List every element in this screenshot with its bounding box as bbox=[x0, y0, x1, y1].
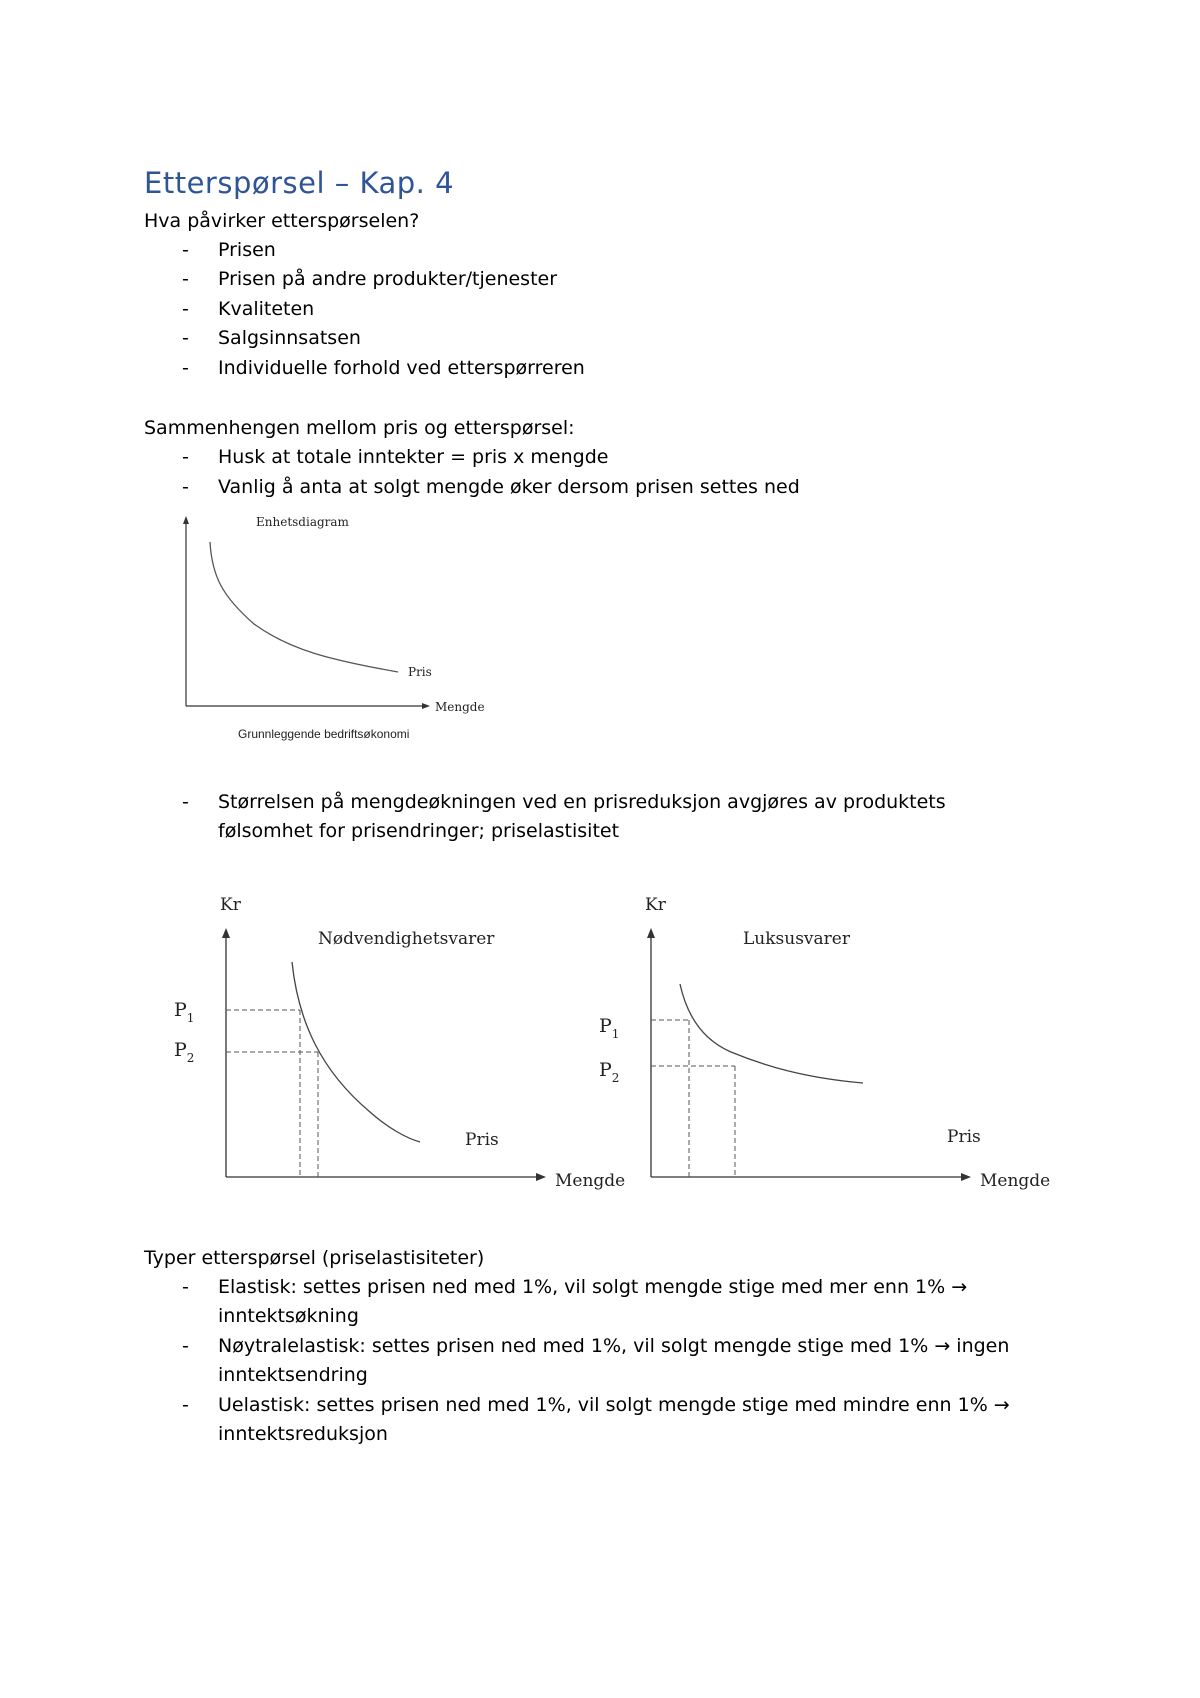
list-item bbox=[218, 1394, 1010, 1416]
demand-curve bbox=[210, 542, 398, 672]
y-axis-label: Kr bbox=[220, 895, 241, 915]
list-item: Vanlig å anta at solgt mengde øker dersom prisen settes ned bbox=[218, 476, 800, 498]
figure-title: Enhetsdiagram bbox=[256, 515, 349, 529]
arrow-icon: → bbox=[993, 1394, 1010, 1416]
x-axis-arrow bbox=[422, 703, 430, 709]
y-axis-arrow bbox=[183, 516, 189, 524]
bullet-dash: - bbox=[182, 476, 189, 498]
bullet-dash: - bbox=[182, 791, 189, 813]
item-tail: ingen bbox=[956, 1335, 1010, 1357]
list-item: Prisen bbox=[218, 239, 276, 261]
list-item-continuation: følsomhet for prisendringer; priselastisitet bbox=[218, 820, 620, 842]
curve-label: Pris bbox=[408, 665, 432, 679]
bullet-dash: - bbox=[182, 1335, 189, 1357]
item-text: Nøytralelastisk: settes prisen ned med 1%, vil solgt mengde stige med 1% bbox=[218, 1335, 929, 1357]
bullet-dash: - bbox=[182, 239, 189, 261]
item-text: Uelastisk: settes prisen ned med 1%, vil solgt mengde stige med mindre enn 1% bbox=[218, 1394, 988, 1416]
list-item: Størrelsen på mengdeøkningen ved en prisreduksjon avgjøres av produktets bbox=[218, 791, 946, 813]
x-axis-label: Mengde bbox=[980, 1171, 1051, 1191]
y-axis-label: Kr bbox=[645, 895, 666, 915]
arrow-icon: → bbox=[951, 1276, 968, 1298]
section2-heading: Sammenhengen mellom pris og etterspørsel: bbox=[144, 417, 575, 439]
curve-label: Pris bbox=[465, 1130, 499, 1150]
bullet-dash: - bbox=[182, 357, 189, 379]
necessity-goods-chart bbox=[170, 890, 626, 1200]
demand-curve bbox=[680, 984, 863, 1083]
list-item-continuation: inntektsøkning bbox=[218, 1305, 359, 1327]
y-axis-arrow bbox=[647, 928, 655, 938]
list-item: Individuelle forhold ved etterspørreren bbox=[218, 357, 585, 379]
bullet-dash: - bbox=[182, 327, 189, 349]
list-item-continuation: inntektsreduksjon bbox=[218, 1423, 388, 1445]
section4-heading: Typer etterspørsel (priselastisiteter) bbox=[144, 1247, 485, 1269]
arrow-icon: → bbox=[934, 1335, 951, 1357]
curve-label: Pris bbox=[947, 1127, 981, 1147]
item-text: Elastisk: settes prisen ned med 1%, vil solgt mengde stige med mer enn 1% bbox=[218, 1276, 946, 1298]
list-item bbox=[218, 1276, 967, 1298]
luxury-goods-chart bbox=[595, 890, 1055, 1200]
demand-curve bbox=[292, 962, 420, 1142]
chart-title: Nødvendighetsvarer bbox=[318, 929, 495, 949]
y-axis-arrow bbox=[222, 928, 230, 938]
x-axis-label: Mengde bbox=[435, 700, 485, 714]
list-item: Salgsinnsatsen bbox=[218, 327, 361, 349]
section1-heading: Hva påvirker etterspørselen? bbox=[144, 210, 420, 232]
list-item bbox=[218, 1335, 1009, 1357]
enhetsdiagram-figure bbox=[170, 508, 500, 748]
p2-label: $P_2$ bbox=[599, 1059, 620, 1085]
bullet-dash: - bbox=[182, 446, 189, 468]
list-item-continuation: inntektsendring bbox=[218, 1364, 368, 1386]
p2-label: $P_2$ bbox=[174, 1039, 195, 1065]
x-axis-label: Mengde bbox=[555, 1171, 626, 1191]
x-axis-arrow bbox=[961, 1173, 971, 1181]
p1-label: $P_1$ bbox=[599, 1015, 620, 1041]
list-item: Kvaliteten bbox=[218, 298, 315, 320]
list-item: Prisen på andre produkter/tjenester bbox=[218, 268, 558, 290]
bullet-dash: - bbox=[182, 268, 189, 290]
chart-title: Luksusvarer bbox=[743, 929, 850, 949]
bullet-dash: - bbox=[182, 1394, 189, 1416]
bullet-dash: - bbox=[182, 1276, 189, 1298]
bullet-dash: - bbox=[182, 298, 189, 320]
x-axis-arrow bbox=[536, 1173, 546, 1181]
list-item: Husk at totale inntekter = pris x mengde bbox=[218, 446, 609, 468]
p1-label: $P_1$ bbox=[174, 999, 195, 1025]
figure-caption: Grunnleggende bedriftsøkonomi bbox=[238, 727, 410, 741]
page-title: Etterspørsel – Kap. 4 bbox=[144, 166, 455, 200]
